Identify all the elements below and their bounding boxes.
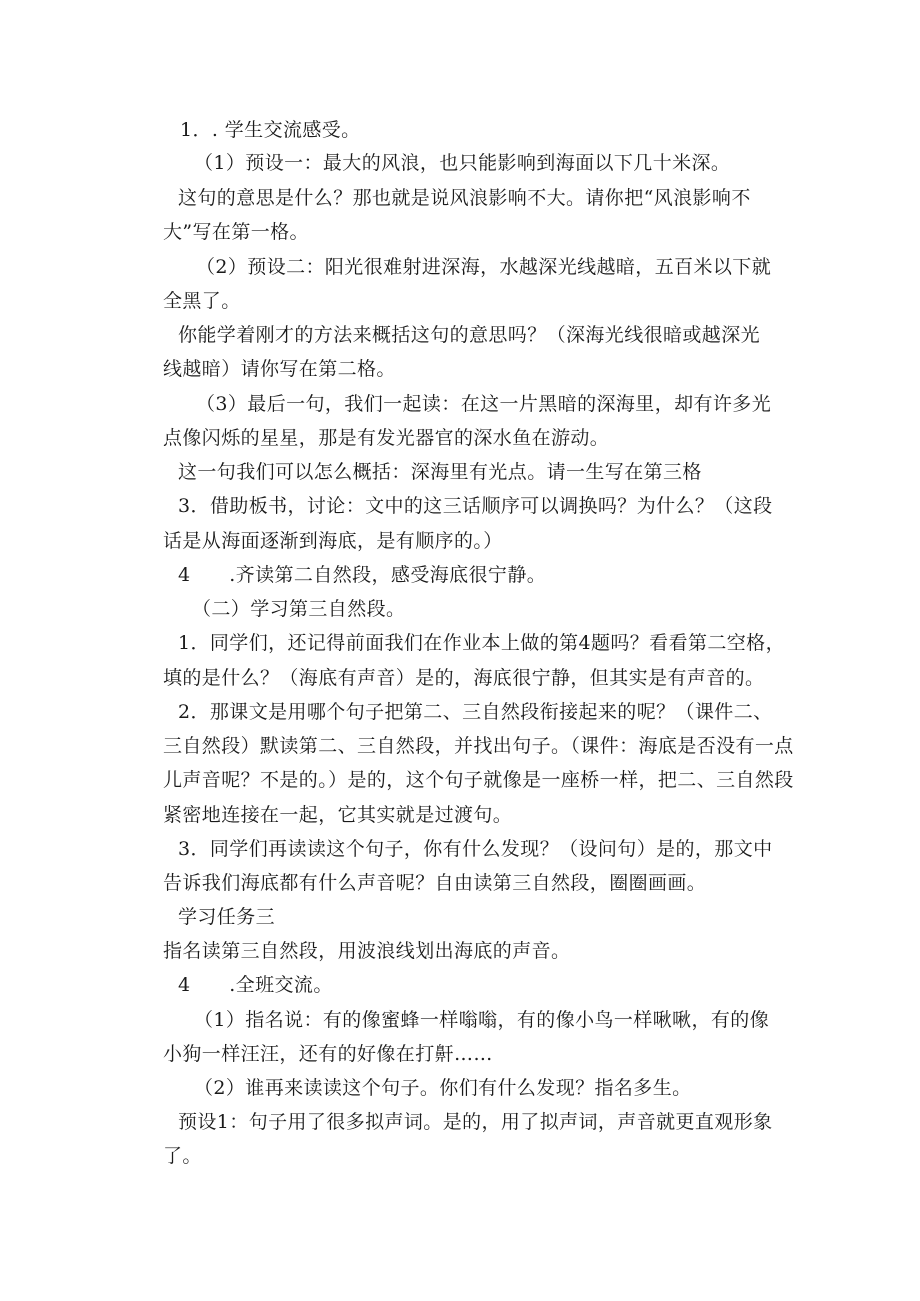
paragraph-line: 点像闪烁的星星，那是有发光器官的深水鱼在游动。: [163, 427, 610, 449]
paragraph-line: 3．借助板书，讨论：文中的这三话顺序可以调换吗？为什么？（这段: [178, 495, 773, 517]
paragraph-line: （2）谁再来读读这个句子。你们有什么发现？指名多生。: [194, 1077, 692, 1099]
paragraph-line: 1．. 学生交流感受。: [180, 119, 361, 141]
paragraph-line: 全黑了。: [163, 290, 241, 312]
paragraph-line: 大”写在第一格。: [163, 221, 309, 243]
paragraph-line: （1）预设一：最大的风浪，也只能影响到海面以下几十米深。: [194, 152, 731, 174]
paragraph-line: 三自然段）默读第二、三自然段，并找出句子。（课件：海底是否没有一点: [163, 735, 794, 757]
paragraph-line: 告诉我们海底都有什么声音呢？自由读第三自然段，圈圈画画。: [163, 872, 707, 894]
paragraph-line: 填的是什么？（海底有声音）是的，海底很宁静，但其实是有声音的。: [163, 667, 765, 689]
paragraph-line: 2．那课文是用哪个句子把第二、三自然段衔接起来的呢？（课件二、: [178, 701, 773, 723]
paragraph-line: 4 .全班交流。: [178, 974, 333, 996]
paragraph-line: 4 .齐读第二自然段，感受海底很宁静。: [178, 564, 547, 586]
paragraph-line: 这句的意思是什么？那也就是说风浪影响不大。请你把“风浪影响不: [178, 187, 751, 209]
paragraph-line: （1）指名说：有的像蜜蜂一样嗡嗡，有的像小鸟一样啾啾，有的像: [194, 1009, 770, 1031]
paragraph-line: 小狗一样汪汪，还有的好像在打鼾……: [163, 1043, 493, 1065]
paragraph-line: 你能学着刚才的方法来概括这句的意思吗？（深海光线很暗或越深光: [178, 324, 761, 346]
paragraph-line: （3）最后一句，我们一起读：在这一片黑暗的深海里，却有许多光: [196, 393, 772, 415]
paragraph-line: 儿声音呢？不是的。）是的，这个句子就像是一座桥一样，把二、三自然段: [163, 769, 794, 791]
paragraph-line: 预设1：句子用了很多拟声词。是的，用了拟声词，声音就更直观形象: [178, 1111, 773, 1133]
paragraph-line: （二）学习第三自然段。: [192, 598, 406, 620]
paragraph-line: 话是从海面逐渐到海底，是有顺序的。）: [163, 530, 503, 552]
paragraph-line: 3．同学们再读读这个句子，你有什么发现？（设问句）是的，那文中: [178, 838, 773, 860]
paragraph-line: 紧密地连接在一起，它其实就是过渡句。: [163, 804, 513, 826]
section-heading: 学习任务三: [178, 906, 276, 928]
paragraph-line: 这一句我们可以怎么概括：深海里有光点。请一生写在第三格: [178, 461, 702, 483]
paragraph-line: 线越暗）请你写在第二格。: [163, 358, 396, 380]
paragraph-line: 指名读第三自然段，用波浪线划出海底的声音。: [163, 940, 571, 962]
paragraph-line: （2）预设二：阳光很难射进深海，水越深光线越暗，五百米以下就: [196, 256, 772, 278]
paragraph-line: 1．同学们，还记得前面我们在作业本上做的第4题吗？看看第二空格，: [178, 632, 785, 654]
paragraph-line: 了。: [163, 1145, 202, 1167]
